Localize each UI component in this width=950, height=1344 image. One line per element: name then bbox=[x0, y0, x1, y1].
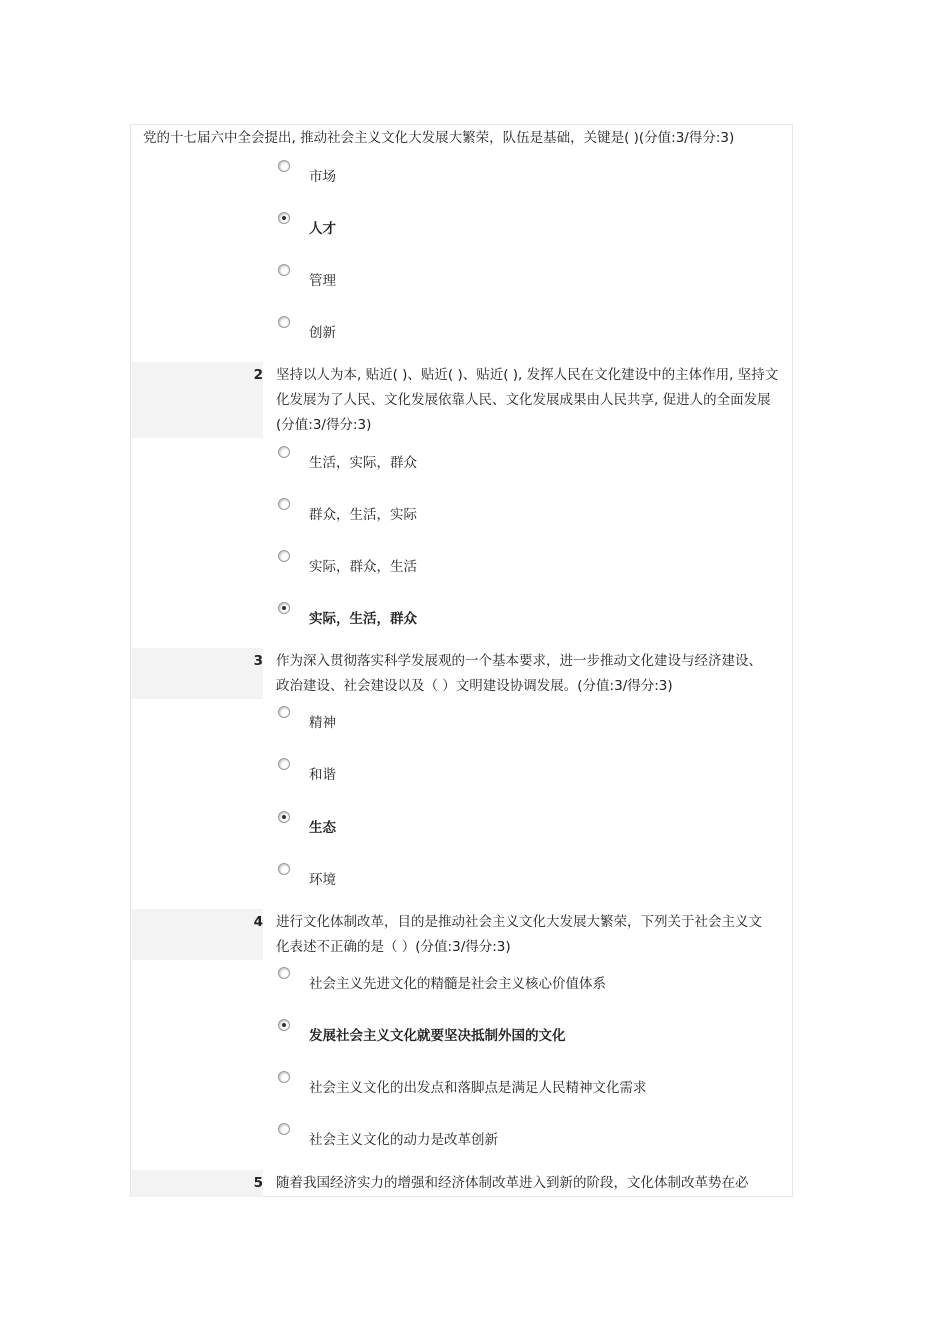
option-radio-selected[interactable] bbox=[278, 602, 290, 614]
option-label: 社会主义文化的动力是改革创新 bbox=[309, 1132, 498, 1148]
question-text-line: 随着我国经济实力的增强和经济体制改革进入到新的阶段，文化体制改革势在必 bbox=[276, 1175, 749, 1191]
option-radio[interactable] bbox=[278, 550, 290, 562]
option-radio[interactable] bbox=[278, 758, 290, 770]
question-text-line: (分值:3/得分:3) bbox=[276, 417, 372, 433]
question-4-text bbox=[276, 910, 762, 960]
option-label: 社会主义文化的出发点和落脚点是满足人民精神文化需求 bbox=[309, 1080, 647, 1096]
option-label: 实际，生活，群众 bbox=[309, 611, 417, 627]
option-label: 创新 bbox=[309, 325, 336, 341]
option-radio-selected[interactable] bbox=[278, 212, 290, 224]
question-text-line: 政治建设、社会建设以及（ ）文明建设协调发展。(分值:3/得分:3) bbox=[276, 678, 673, 694]
option-radio[interactable] bbox=[278, 1123, 290, 1135]
question-2-text bbox=[276, 363, 778, 438]
option-label: 市场 bbox=[309, 169, 336, 185]
option-radio[interactable] bbox=[278, 316, 290, 328]
question-number: 5 bbox=[253, 1175, 263, 1191]
option-label: 实际，群众，生活 bbox=[309, 559, 417, 575]
question-number: 2 bbox=[253, 367, 263, 383]
option-radio-selected[interactable] bbox=[278, 1019, 290, 1031]
question-text-line: 坚持以人为本, 贴近( )、贴近( )、贴近( ), 发挥人民在文化建设中的主体作用, 坚持文 bbox=[276, 367, 779, 383]
option-radio[interactable] bbox=[278, 863, 290, 875]
option-radio[interactable] bbox=[278, 498, 290, 510]
option-radio[interactable] bbox=[278, 446, 290, 458]
option-radio[interactable] bbox=[278, 706, 290, 718]
option-label: 社会主义先进文化的精髓是社会主义核心价值体系 bbox=[309, 976, 606, 992]
option-radio[interactable] bbox=[278, 160, 290, 172]
option-label: 群众，生活，实际 bbox=[309, 507, 417, 523]
question-number: 4 bbox=[253, 914, 263, 930]
option-label: 精神 bbox=[309, 715, 336, 731]
option-label: 生态 bbox=[309, 820, 336, 836]
option-label: 发展社会主义文化就要坚决抵制外国的文化 bbox=[309, 1028, 566, 1044]
question-3-text bbox=[276, 649, 762, 699]
option-label: 生活，实际，群众 bbox=[309, 455, 417, 471]
option-radio[interactable] bbox=[278, 967, 290, 979]
question-5-text bbox=[276, 1171, 749, 1196]
option-label: 和谐 bbox=[309, 767, 336, 783]
option-radio[interactable] bbox=[278, 1071, 290, 1083]
question-text-line: 作为深入贯彻落实科学发展观的一个基本要求，进一步推动文化建设与经济建设、 bbox=[276, 653, 762, 669]
option-radio-selected[interactable] bbox=[278, 811, 290, 823]
option-label: 人才 bbox=[309, 221, 336, 237]
option-radio[interactable] bbox=[278, 264, 290, 276]
question-1-text bbox=[143, 126, 734, 151]
question-text-line: 进行文化体制改革，目的是推动社会主义文化大发展大繁荣，下列关于社会主义文 bbox=[276, 914, 762, 930]
question-text-line: 化表述不正确的是（ ）(分值:3/得分:3) bbox=[276, 939, 511, 955]
question-text-line: 化发展为了人民、文化发展依靠人民、文化发展成果由人民共享, 促进人的全面发展 bbox=[276, 392, 771, 408]
question-text-line: 党的十七届六中全会提出, 推动社会主义文化大发展大繁荣，队伍是基础，关键是( )(分值:3/得分:3) bbox=[143, 130, 735, 146]
option-label: 环境 bbox=[309, 872, 336, 888]
question-number: 3 bbox=[253, 653, 263, 669]
option-label: 管理 bbox=[309, 273, 336, 289]
